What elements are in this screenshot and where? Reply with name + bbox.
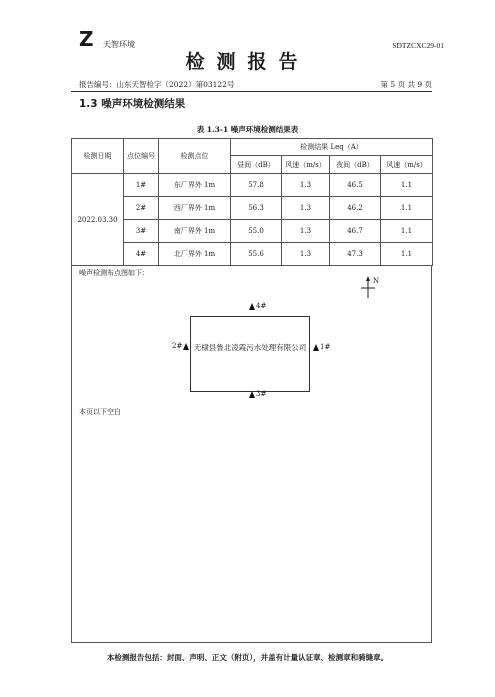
monitoring-point-4 [249,302,266,310]
cell-wind-day: 1.3 [282,243,330,266]
cell-wind-night: 1.1 [381,220,433,243]
cell-date: 2022.03.30 [72,174,124,266]
table-caption: 表 1.3-1 噪声环境检测结果表 [196,125,299,134]
triangle-marker-icon [313,344,319,351]
point-label: 3# [256,390,267,398]
north-label: N [373,277,380,285]
triangle-marker-icon [183,343,189,350]
monitoring-point-2 [172,342,189,350]
document-code: SDTZCXC29-01 [392,41,444,50]
cell-day: 55.0 [231,220,282,243]
table-row [72,174,433,197]
monitoring-point-3 [249,390,266,398]
cell-point-no: 2# [124,197,159,220]
cell-location: 北厂界外 1m [159,243,231,266]
header-day: 昼间（dB） [231,156,282,174]
table-row [72,220,433,243]
plant-name: 无棣县鲁北凌霞污水处理有限公司 [193,343,307,352]
cell-night: 46.7 [330,220,381,243]
north-arrow-icon [359,275,389,299]
table-row [72,243,433,266]
cell-night: 46.5 [330,174,381,197]
cell-point-no: 1# [124,174,159,197]
header-night: 夜间（dB） [330,156,381,174]
header-result-group: 检测结果 Leq（A） [231,139,433,156]
cell-point-no: 4# [124,243,159,266]
footer-note: 本检测报告包括：封面、声明、正文（附页），并盖有计量认证章、检测章和骑缝章。 [106,653,389,662]
cell-point-no: 3# [124,220,159,243]
plant-boundary [190,316,310,392]
section-heading: 1.3 噪声环境检测结果 [79,98,186,110]
point-label: 1# [320,343,331,351]
cell-night: 46.2 [330,197,381,220]
header-point-no: 点位编号 [124,139,159,174]
point-label: 2# [172,342,183,350]
blank-page-note: 本页以下空白 [79,408,121,416]
report-number: 报告编号：山东天智检字（2022）第03122号 [79,80,235,89]
header-divider [71,91,432,92]
cell-night: 47.3 [330,243,381,266]
header-location: 检测点位 [159,139,231,174]
company-logo: Z [79,27,94,51]
cell-location: 东厂界外 1m [159,174,231,197]
noise-results-table [71,138,433,266]
header-wind-day: 风速（m/s） [282,156,330,174]
header-date: 检测日期 [72,139,124,174]
cell-wind-day: 1.3 [282,197,330,220]
company-name: 天智环境 [103,40,135,49]
triangle-marker-icon [249,391,255,398]
cell-wind-day: 1.3 [282,220,330,243]
header-wind-night: 风速（m/s） [381,156,433,174]
table-row [72,197,433,220]
cell-day: 55.6 [231,243,282,266]
table-header-row [72,139,433,156]
point-label: 4# [256,302,267,310]
layout-diagram-title: 噪声检测布点图如下： [79,269,149,277]
cell-location: 南厂界外 1m [159,220,231,243]
cell-wind-night: 1.1 [381,197,433,220]
cell-wind-night: 1.1 [381,174,433,197]
cell-location: 西厂界外 1m [159,197,231,220]
monitoring-point-1 [313,343,330,351]
report-title: 检测报告 [185,51,310,73]
cell-wind-night: 1.1 [381,243,433,266]
cell-wind-day: 1.3 [282,174,330,197]
cell-day: 56.3 [231,197,282,220]
page-number: 第 5 页 共 9 页 [380,80,432,89]
triangle-marker-icon [249,303,255,310]
cell-day: 57.8 [231,174,282,197]
